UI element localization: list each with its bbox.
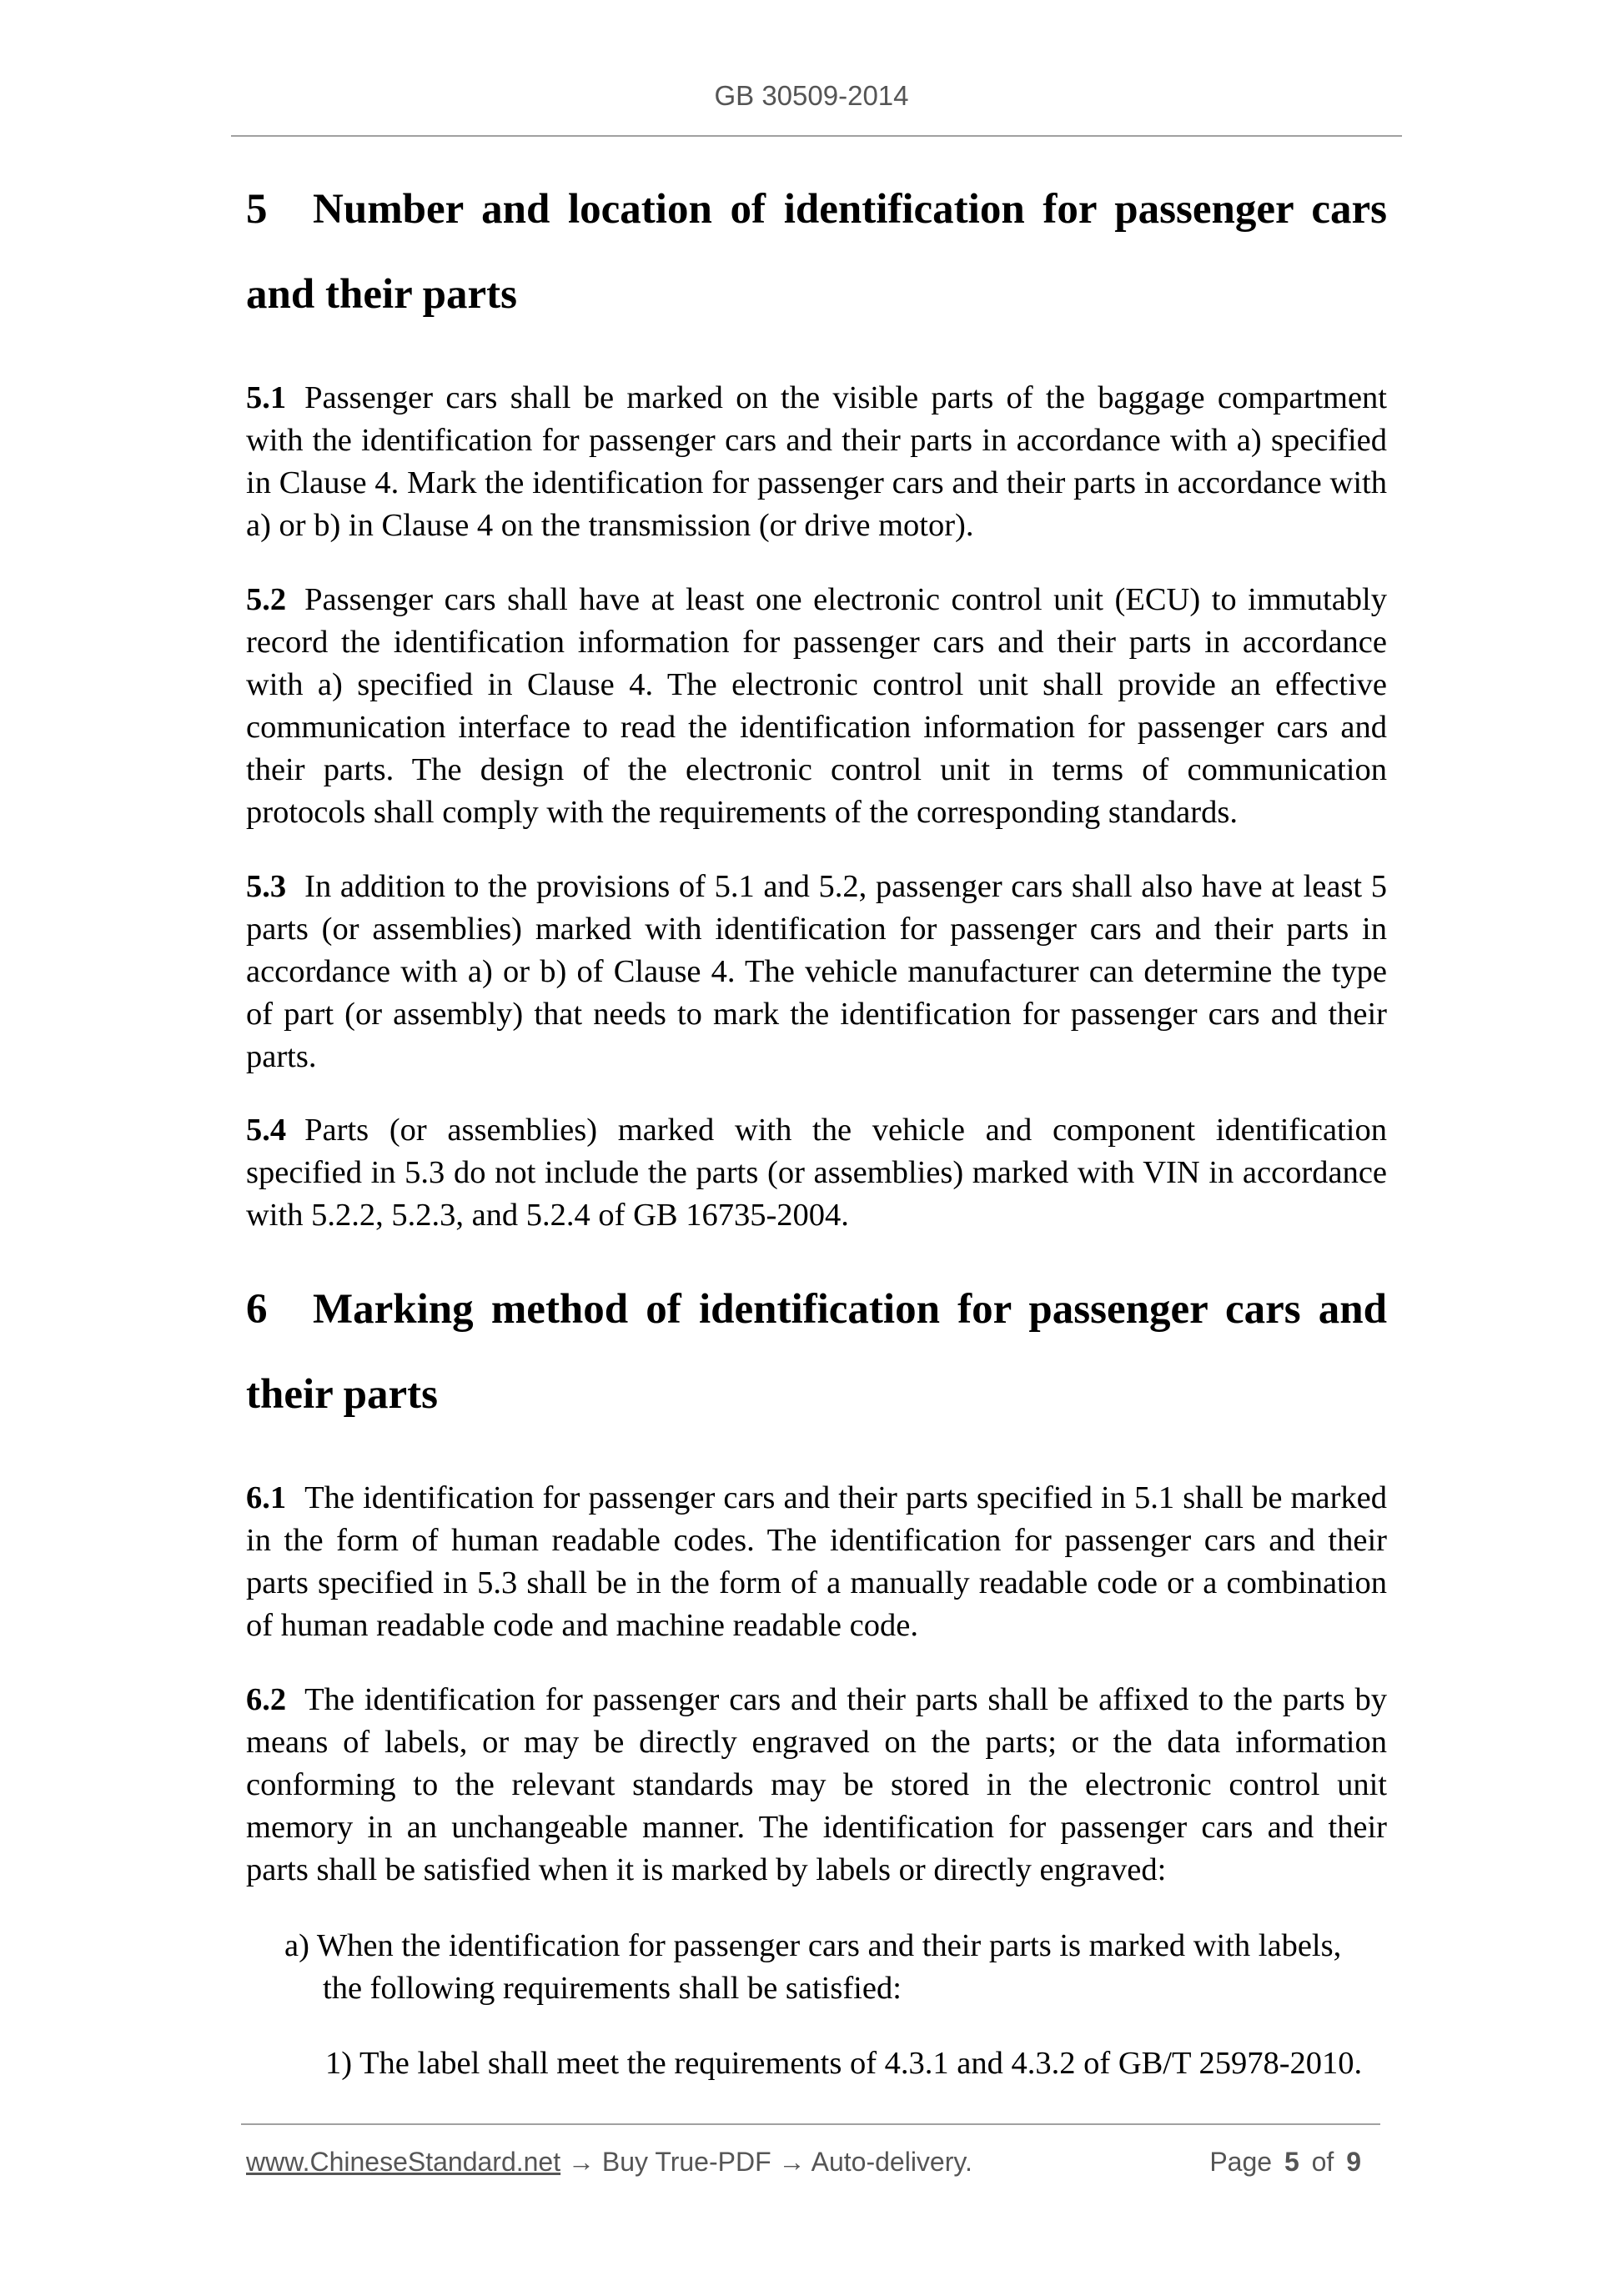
clause-text: Passenger cars shall have at least one electronic control unit (ECU) to immutably record the identification information for passenger cars and their parts in accordance with a) specified in Clause 4. The electronic control unit shall provide an effective communication interface to read the identification information for passenger cars and their parts. The design of the electronic control unit in terms of communication protocols shall comply with the requirements of the corresponding standards. <box>246 582 1387 830</box>
clause-number: 6.1 <box>246 1480 287 1515</box>
arrow-right-icon: → <box>778 2147 806 2177</box>
page-footer <box>246 2145 1366 2178</box>
clause-number: 5.4 <box>246 1113 287 1148</box>
section-5-heading <box>246 167 1387 337</box>
clause-text: Parts (or assemblies) marked with the vehicle and component identification specified in 5.3 do not include the parts (or assemblies) marked with VIN in accordance with 5.2.2, 5.2.3, and 5.2.4 of GB 16735-2004. <box>246 1113 1387 1233</box>
list-item-1: 1) The label shall meet the requirements of 4.3.1 and 4.3.2 of GB/T 25978-2010. <box>325 2046 1363 2081</box>
clause-number: 5.3 <box>246 869 287 904</box>
page-current: 5 <box>1284 2147 1299 2177</box>
section-title: Marking method of identification for passenger cars and their parts <box>246 1286 1387 1418</box>
page-indicator <box>1209 2145 1366 2178</box>
clause-number: 6.2 <box>246 1682 287 1717</box>
section-title: Number and location of identification for passenger cars and their parts <box>246 186 1387 318</box>
auto-delivery-text: Auto-delivery. <box>811 2147 972 2177</box>
clause-6-2 <box>246 1679 1387 1892</box>
buy-true-pdf-text: Buy True-PDF <box>601 2147 771 2177</box>
page-of-label: of <box>1311 2147 1334 2177</box>
clause-text: Passenger cars shall be marked on the visible parts of the baggage compartment with the identification for passenger cars and their parts in accordance with a) specified in Clause 4. Mark the identification for passenger cars and their parts in accordance with a) or b) in Clause 4 on the transmission (or drive motor). <box>246 380 1387 543</box>
footer-divider <box>241 2123 1380 2125</box>
section-6-heading <box>246 1267 1387 1437</box>
document-header: GB 30509-2014 <box>714 80 909 111</box>
arrow-right-icon: → <box>568 2147 595 2177</box>
list-item-a: a) When the identification for passenger cars and their parts is marked with labels, the following requirements shall be satisfied: <box>284 1928 1342 2006</box>
chinesestandard-link[interactable]: www.ChineseStandard.net <box>246 2147 561 2177</box>
section-number: 5 <box>246 186 268 233</box>
clause-text: In addition to the provisions of 5.1 and 5.2, passenger cars shall also have at least 5 parts (or assemblies) marked with identification for passenger cars and their parts in accordance with a) or b) of Clause 4. The vehicle manufacturer can determine the type of part (or assembly) that needs to mark the identification for passenger cars and their parts. <box>246 869 1387 1074</box>
clause-5-4 <box>246 1109 1387 1237</box>
clause-number: 5.1 <box>246 380 287 415</box>
clause-text: The identification for passenger cars and their parts shall be affixed to the parts by means of labels, or may be directly engraved on the parts; or the data information conforming to the relevant standards may be stored in the electronic control unit memory in an unchangeable manner. The identification for passenger cars and their parts shall be satisfied when it is marked by labels or directly engraved: <box>246 1682 1387 1887</box>
clause-5-1 <box>246 377 1387 547</box>
clause-5-3 <box>246 866 1387 1078</box>
footer-promo <box>246 2145 972 2178</box>
header-divider <box>231 135 1402 137</box>
page-label: Page <box>1209 2147 1273 2177</box>
page-total: 9 <box>1346 2147 1361 2177</box>
clause-6-1 <box>246 1477 1387 1647</box>
clause-number: 5.2 <box>246 582 287 617</box>
clause-5-2 <box>246 579 1387 834</box>
section-number: 6 <box>246 1286 268 1333</box>
clause-text: The identification for passenger cars and their parts specified in 5.1 shall be marked in the form of human readable codes. The identification for passenger cars and their parts specified in 5.3 shall be in the form of a manually readable code or a combination of human readable code and machine readable code. <box>246 1480 1387 1643</box>
